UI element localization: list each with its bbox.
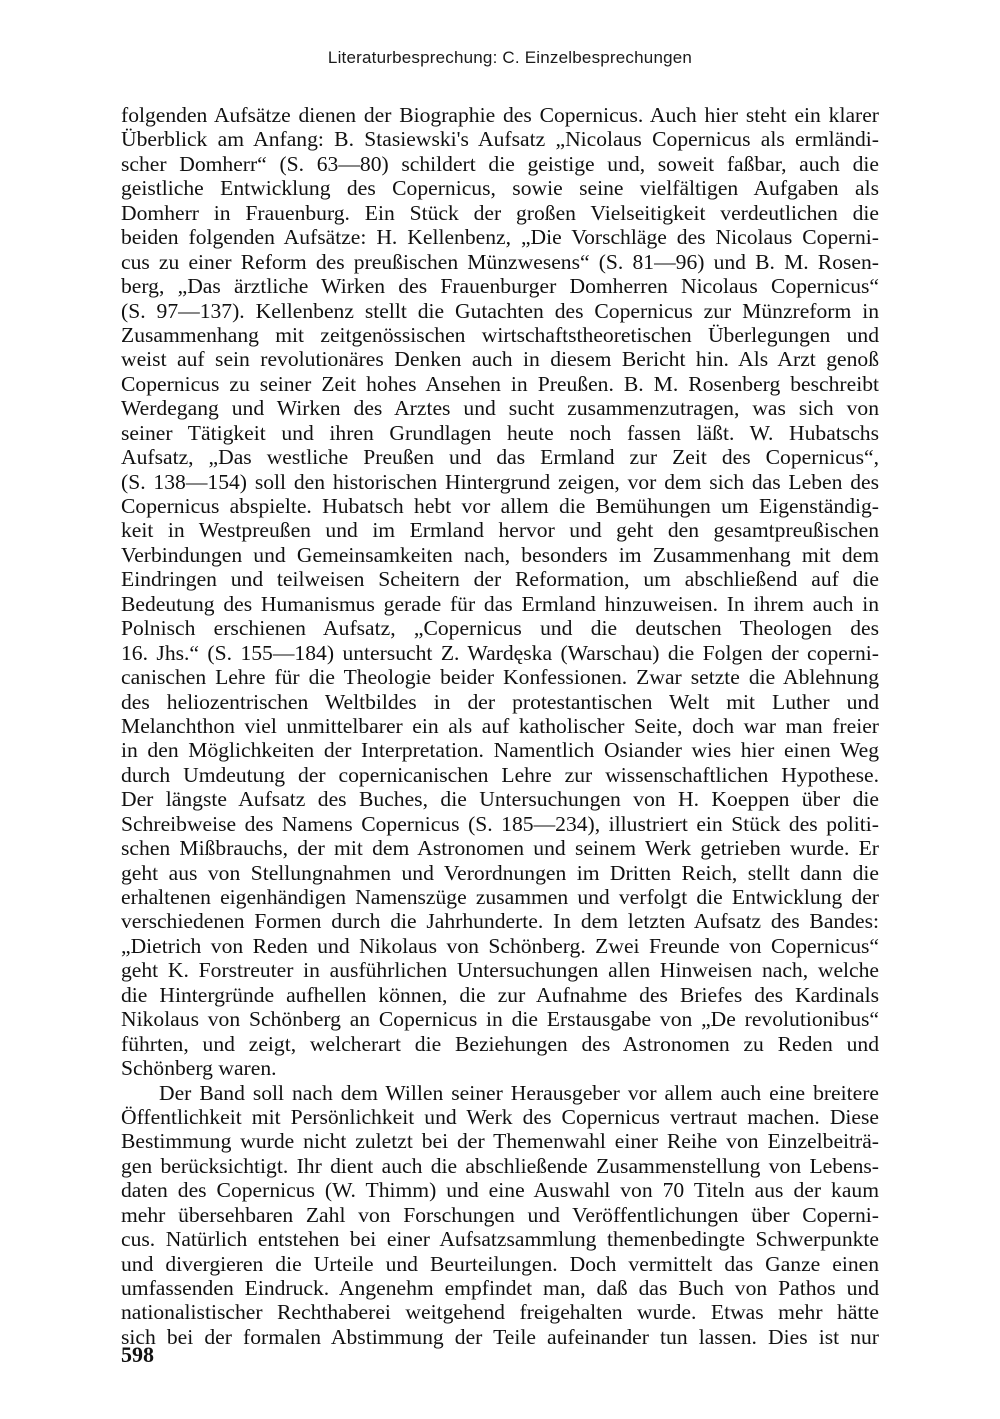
text-line: schen Mißbrauchs, der mit dem Astronomen und seinem Werk getrieben wurde. Er: [121, 836, 879, 861]
text-line: Werdegang und Wirken des Arztes und sucht zusammenzutragen, was sich von: [121, 396, 879, 421]
text-line: Schönberg waren.: [121, 1056, 277, 1081]
text-line: Der längste Aufsatz des Buches, die Untersuchungen von H. Koeppen über die: [121, 787, 879, 812]
text-line: nationalistischer Rechthaberei weitgehend freigehalten wurde. Etwas mehr hätte: [121, 1300, 879, 1325]
text-line: verschiedenen Formen durch die Jahrhunderte. In dem letzten Aufsatz des Bandes:: [121, 909, 879, 934]
text-line: weist auf sein revolutionäres Denken auch in diesem Bericht hin. Als Arzt genoß: [121, 347, 879, 372]
text-line: durch Umdeutung der copernicanischen Lehre zur wissenschaftlichen Hypothese.: [121, 762, 879, 787]
text-line: gen berücksichtigt. Ihr dient auch die abschließende Zusammenstellung von Lebens-: [121, 1153, 879, 1178]
text-line: Nikolaus von Schönberg an Copernicus in die Erstausgabe von „De revolutionibus“: [121, 1007, 879, 1032]
text-line: Domherr in Frauenburg. Ein Stück der großen Vielseitigkeit verdeutlichen die: [121, 200, 879, 225]
text-line: erhaltenen eigenhändigen Namenszüge zusammen und verfolgt die Entwicklung der: [121, 885, 879, 909]
text-line: und divergieren die Urteile und Beurteilungen. Doch vermittelt das Ganze einen: [121, 1251, 879, 1276]
text-line: Copernicus abspielte. Hubatsch hebt vor allem die Bemühungen um Eigenständig-: [121, 494, 879, 518]
text-line: Aufsatz, „Das westliche Preußen und das Ermland zur Zeit des Copernicus“,: [121, 445, 879, 470]
text-line: berg, „Das ärztliche Wirken des Frauenburger Domherren Nicolaus Copernicus“: [121, 274, 879, 299]
text-line: (S. 97—137). Kellenbenz stellt die Gutachten des Copernicus zur Münzreform in: [121, 298, 879, 323]
text-line: cus. Natürlich entstehen bei einer Aufsatzsammlung themenbedingte Schwerpunkte: [121, 1227, 879, 1252]
text-line: Der Band soll nach dem Willen seiner Herausgeber vor allem auch eine breitere: [159, 1080, 879, 1105]
text-line: folgenden Aufsätze dienen der Biographie des Copernicus. Auch hier steht ein klarer: [121, 103, 879, 127]
running-header: [0, 48, 1000, 68]
text-line: cus zu einer Reform des preußischen Münzwesens“ (S. 81—96) und B. M. Rosen-: [121, 249, 879, 274]
text-line: Polnisch erschienen Aufsatz, „Copernicus und die deutschen Theologen des: [121, 616, 879, 641]
text-line: Melanchthon viel unmittelbarer ein als auf katholischer Seite, doch war man freier: [121, 713, 879, 738]
text-line: die Hintergründe aufhellen können, die zur Aufnahme des Briefes des Kardinals: [121, 982, 879, 1007]
text-line: canischen Lehre für die Theologie beider Konfessionen. Zwar setzte die Ablehnung: [121, 665, 879, 690]
text-line: daten des Copernicus (W. Thimm) und eine Auswahl von 70 Titeln aus der kaum: [121, 1178, 879, 1203]
text-line: Zusammenhang mit zeitgenössischen wirtschaftstheoretischen Überlegungen und: [121, 322, 879, 347]
text-line: Verbindungen und Gemeinsamkeiten nach, besonders im Zusammenhang mit dem: [121, 542, 879, 567]
text-line: des heliozentrischen Weltbildes in der protestantischen Welt mit Luther und: [121, 689, 879, 714]
text-line: mehr übersehbaren Zahl von Forschungen und Veröffentlichungen über Coperni-: [121, 1202, 879, 1227]
text-line: „Dietrich von Reden und Nikolaus von Schönberg. Zwei Freunde von Copernicus“: [121, 933, 879, 958]
text-line: führten, und zeigt, welcherart die Beziehungen des Astronomen zu Reden und: [121, 1031, 879, 1056]
text-line: seiner Tätigkeit und ihren Grundlagen heute noch fassen läßt. W. Hubatschs: [121, 420, 879, 445]
text-line: Öffentlichkeit mit Persönlichkeit und Werk des Copernicus vertraut machen. Diese: [121, 1104, 879, 1129]
text-line: beiden folgenden Aufsätze: H. Kellenbenz, „Die Vorschläge des Nicolaus Coperni-: [121, 225, 879, 250]
text-line: geistliche Entwicklung des Copernicus, sowie seine vielfältigen Aufgaben als: [121, 176, 879, 201]
text-line: keit in Westpreußen und im Ermland hervor und geht den gesamtpreußischen: [121, 518, 879, 543]
text-line: Bedeutung des Humanismus gerade für das Ermland hinzuweisen. In ihrem auch in: [121, 591, 879, 616]
body-text: [121, 103, 879, 1349]
running-header-text: Literaturbesprechung: C. Einzelbesprechungen: [327, 48, 693, 67]
text-line: in den Möglichkeiten der Interpretation. Namentlich Osiander wies hier einen Weg: [121, 738, 879, 763]
text-line: scher Domherr“ (S. 63—80) schildert die geistige und, soweit faßbar, auch die: [121, 151, 879, 176]
text-line: Eindringen und teilweisen Scheitern der Reformation, um abschließend auf die: [121, 567, 879, 592]
text-line: sich bei der formalen Abstimmung der Teile aufeinander tun lassen. Dies ist nur: [121, 1324, 879, 1349]
page-number: 598: [121, 1342, 154, 1367]
text-line: Bestimmung wurde nicht zuletzt bei der Themenwahl einer Reihe von Einzelbeiträ-: [121, 1129, 879, 1154]
text-line: (S. 138—154) soll den historischen Hintergrund zeigen, vor dem sich das Leben des: [121, 469, 879, 494]
text-line: 16. Jhs.“ (S. 155—184) untersucht Z. Wardęska (Warschau) die Folgen der coperni-: [121, 640, 879, 665]
text-line: Copernicus zu seiner Zeit hohes Ansehen in Preußen. B. M. Rosenberg beschreibt: [121, 371, 879, 396]
text-line: geht K. Forstreuter in ausführlichen Untersuchungen allen Hinweisen nach, welche: [121, 958, 879, 983]
text-line: Schreibweise des Namens Copernicus (S. 185—234), illustriert ein Stück des politi-: [121, 811, 879, 836]
text-line: umfassenden Eindruck. Angenehm empfindet man, daß das Buch von Pathos und: [121, 1276, 879, 1300]
text-line: Überblick am Anfang: B. Stasiewski's Aufsatz „Nicolaus Copernicus als ermländi-: [121, 127, 879, 152]
text-line: geht aus von Stellungnahmen und Verordnungen im Dritten Reich, stellt dann die: [121, 860, 879, 885]
